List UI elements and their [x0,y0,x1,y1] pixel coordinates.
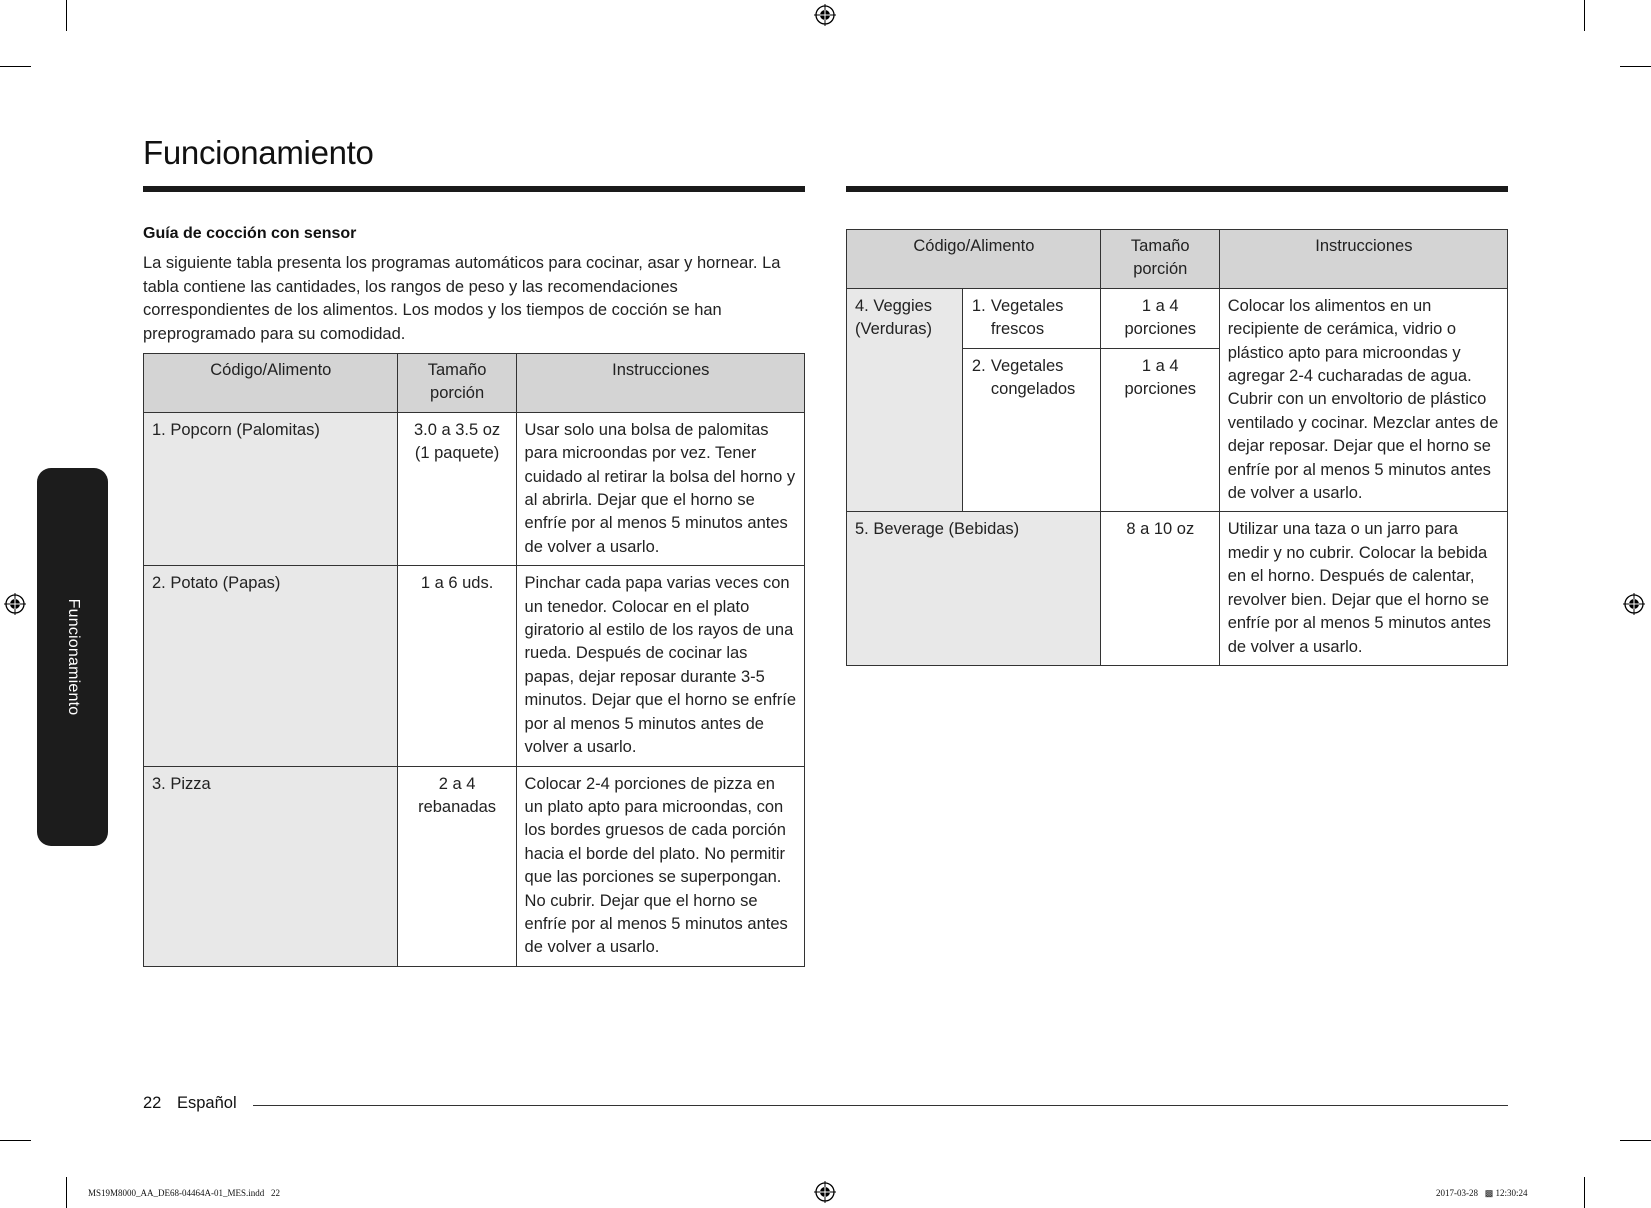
subfood-number: 2. [971,356,986,375]
registration-mark-icon [814,4,836,26]
table-row [847,288,1508,348]
crop-mark [1620,66,1651,67]
page-title: Funcionamiento [143,134,374,171]
crop-mark [1620,1140,1651,1141]
header-code: Código/Alimento [144,354,398,413]
table-header-row [847,230,1508,289]
side-tab [37,468,108,846]
size-cell: 3.0 a 3.5 oz (1 paquete) [397,412,516,565]
size-cell: 1 a 4 porciones [1100,288,1219,348]
print-slug-datetime: 2017-03-28 ▩ 12:30:24 [1436,1188,1528,1198]
food-cell: 4. Veggies (Verduras) [847,288,963,512]
food-cell: 2. Potato (Papas) [144,566,398,766]
footer-rule [253,1105,1508,1106]
instructions-cell: Utilizar una taza o un jarro para medir y no cubrir. Colocar la bebida en el horno. Después de calentar, revolver bien. Dejar que el horno se enfríe por al menos 5 minutos antes de volver a usarlo. [1219,512,1507,665]
table-header-row [144,354,805,413]
instructions-cell: Colocar los alimentos en un recipiente de cerámica, vidrio o plástico apto para microondas y agregar 2-4 cucharadas de agua. Cubrir con un envoltorio de plástico ventilado y cocinar. Mezclar antes de dejar reposar. Dejar que el horno se enfríe por al menos 5 minutos antes de volver a usarlo. [1219,288,1507,512]
registration-mark-icon [1623,593,1645,615]
title-rule-right [846,186,1508,192]
header-code: Código/Alimento [847,230,1101,289]
crop-mark [66,0,67,31]
subfood-number: 1. [971,296,986,315]
header-instructions: Instrucciones [1219,230,1507,289]
crop-mark [0,66,31,67]
header-instructions: Instrucciones [516,354,804,413]
instructions-cell: Colocar 2-4 porciones de pizza en un plato apto para microondas, con los bordes gruesos de cada porción hacia el borde del plato. No permitir que las porciones se superpongan. No cubrir. Dejar que el horno se enfríe por al menos 5 minutos antes de volver a usarlo. [516,766,804,966]
sensor-cooking-table-left [143,353,805,967]
sensor-cooking-table-right [846,229,1508,666]
food-cell: 5. Beverage (Bebidas) [847,512,1101,665]
subfood-label: Vegetales frescos [990,296,1064,339]
food-cell: 3. Pizza [144,766,398,966]
table-row [144,412,805,565]
food-cell: 1. Popcorn (Palomitas) [144,412,398,565]
instructions-cell: Usar solo una bolsa de palomitas para microondas por vez. Tener cuidado al retirar la bolsa del horno y al abrirla. Dejar que el horno se enfríe por al menos 5 minutos antes de volver a usarlo. [516,412,804,565]
print-slug-file: MS19M8000_AA_DE68-04464A-01_MES.indd 22 [88,1188,281,1198]
crop-mark [1584,1177,1585,1208]
table-row [144,766,805,966]
table-row [847,512,1508,665]
section-title: Guía de cocción con sensor [143,225,357,242]
instructions-cell: Pinchar cada papa varias veces con un tenedor. Colocar en el plato giratorio al estilo de los rayos de una rueda. Después de cocinar las papas, dejar reposar durante 3-5 minutos. Dejar que el horno se enfríe por al menos 5 minutos antes de volver a usarlo. [516,566,804,766]
crop-mark [0,1140,31,1141]
subfood-cell [962,288,1100,348]
subfood-label: Vegetales congelados [990,356,1076,399]
subfood-cell [962,348,1100,512]
size-cell: 2 a 4 rebanadas [397,766,516,966]
header-size: Tamaño porción [1100,230,1219,289]
side-tab-label: Funcionamiento [64,598,82,716]
page-number: 22 [143,1094,162,1112]
size-cell: 1 a 6 uds. [397,566,516,766]
page-language: Español [177,1094,237,1112]
size-cell: 8 a 10 oz [1100,512,1219,665]
header-size: Tamaño porción [397,354,516,413]
crop-mark [1584,0,1585,31]
registration-mark-icon [814,1181,836,1203]
table-row [144,566,805,766]
crop-mark [66,1177,67,1208]
intro-paragraph: La siguiente tabla presenta los programas automáticos para cocinar, asar y hornear. La tabla contiene las cantidades, los rangos de peso y las recomendaciones correspondientes de los alimentos. Los modos y los tiempos de cocción se han preprogramado para su comodidad. [143,254,781,343]
registration-mark-icon [4,593,26,615]
title-rule-left [143,186,805,192]
size-cell: 1 a 4 porciones [1100,348,1219,512]
